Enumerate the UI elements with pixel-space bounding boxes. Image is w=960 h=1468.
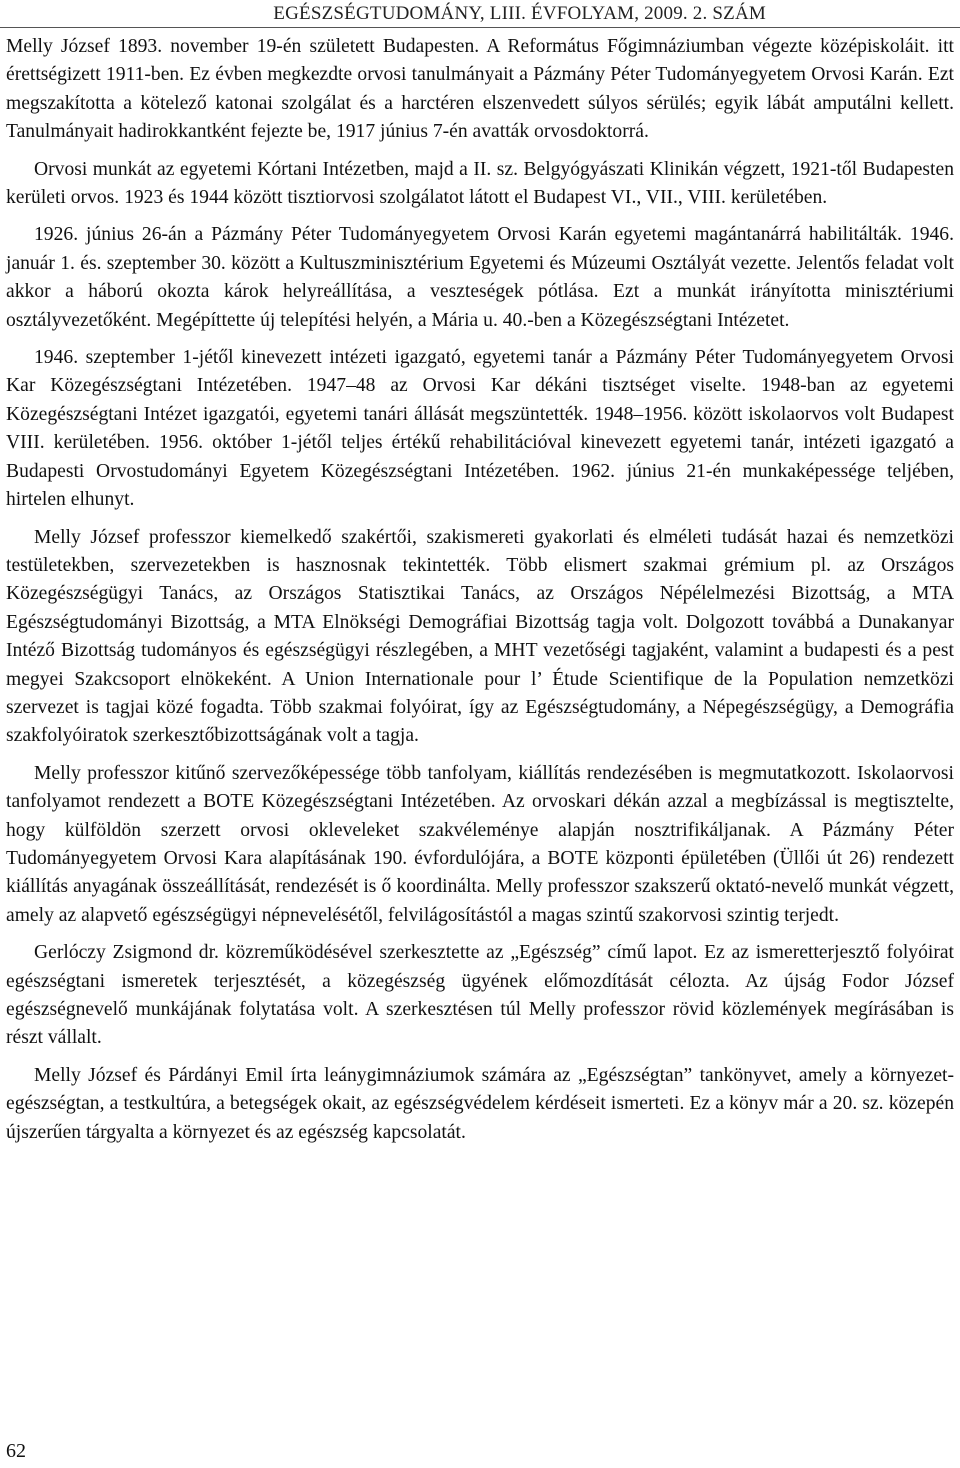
paragraph-expert-committees: Melly József professzor kiemelkedő szakértői, szakismereti gyakorlati és elméleti tudását hazai és nemzetközi testületekben, szervezetekben is hasznosnak tekintették. Több elismert szakmai grémium pl. az Országos Közegészségügyi Tanács, az Országos Statisztikai Tanács, az Országos Népélelmezési Bizottság, a MTA Egészségtudományi Bizottság, a MTA Elnökségi Demográfiai Bizottság tagja volt. Dolgozott továbbá a Dunakanyar Intéző Bizottság tudományos és egészségügyi részlegében, a MHT vezetőségi tagjaként, valamint a budapesti és a pest megyei Szakcsoport elnökeként. A Union Internationale pour l’ Étude Scientifique de la Population nemzetközi szervezet is tagjai közé fogadta. Több szakmai folyóirat, így az Egészségtudomány, a Népegészségügy, a Demográfia szakfolyóiratok szerkesztőbizottságának volt a tagja. — [6, 526, 954, 747]
paragraph-organizational-work: Melly professzor kitűnő szervezőképessége több tanfolyam, kiállítás rendezésében is megmutatkozott. Iskolaorvosi tanfolyamot rendezett a BOTE Közegészségtani Intézetében. Az orvoskari dékán azzal a megbízással is megtisztelte, hogy külföldön szerzett orvosi okleveleket szakvéleménye alapján nosztrifikáljanak. A Pázmány Péter Tudományegyetem Orvosi Kara alapításának 190. évfordulójára, a BOTE központi épületében (Üllői út 26) rendezett kiállítás anyagának összeállítását, rendezését is ő koordinálta. Melly professzor szakszerű oktató-nevelő munkát végzett, amely az alapvető egészségügyi népnevelésétől, felvilágosítástól a magas szintű szakorvosi szintig terjedt. — [6, 762, 954, 926]
article-body — [6, 33, 954, 1147]
running-header: EGÉSZSÉGTUDOMÁNY, LIII. ÉVFOLYAM, 2009. 2. SZÁM — [273, 3, 766, 24]
paragraph-habilitation: 1926. június 26-án a Pázmány Péter Tudományegyetem Orvosi Karán egyetemi magántanárrá habilitálták. 1946. január 1. és. szeptember 30. között a Kultuszminisztérium Egyetemi és Múzeumi Osztályát vezette. Jelentős feladat volt akkor a háború okozta károk helyreállítása, a veszteségek pótlása. Ezt a munkát irányította minisztériumi osztályvezetőként. Megépíttette új telepítési helyén, a Mária u. 40.-ben a Közegészségtani Intézetet. — [6, 224, 954, 331]
page-number: 62 — [6, 1440, 26, 1462]
paragraph-biography-intro: Melly József 1893. november 19-én született Budapesten. A Református Főgimnáziumban végezte középiskoláit. itt érettségizett 1911-ben. Ez évben megkezdte orvosi tanulmányait a Pázmány Péter Tudományegyetem Orvosi Karán. Ezt megszakította a kötelező katonai szolgálat és a harctéren elszenvedett súlyos sérülés; egyik lábát amputálni kellett. Tanulmányait hadirokkantként fejezte be, 1917 június 7-én avatták orvosdoktorrá. — [6, 36, 954, 143]
paragraph-textbook: Melly József és Párdányi Emil írta leánygimnáziumok számára az „Egészségtan” tankönyvet, amely a környezet-egészségtan, a testkultúra, a betegségek okait, az egészségvédelem kérdéseit ismerteti. Ez a könyv már a 20. sz. közepén újszerűen tárgyalta a környezet és az egészség kapcsolatát. — [6, 1064, 954, 1143]
paragraph-professorship: 1946. szeptember 1-jétől kinevezett intézeti igazgató, egyetemi tanár a Pázmány Péter Tudományegyetem Orvosi Kar Közegészségtani Intézetében. 1947–48 az Orvosi Kar dékáni tisztséget viselte. 1948-ban az egyetemi Közegészségtani Intézet igazgatói, egyetemi tanári állását megszüntették. 1948–1956. között iskolaorvos volt Budapest VIII. kerületében. 1956. október 1-jétől teljes értékű rehabilitációval kinevezett egyetemi tanár, intézeti igazgató a Budapesti Orvostudományi Egyetem Közegészségtani Intézetében. 1962. június 21-én munkaképessége teljében, hirtelen elhunyt. — [6, 347, 954, 511]
header-divider — [0, 27, 960, 28]
paragraph-egeszseg-journal: Gerlóczy Zsigmond dr. közreműködésével szerkesztette az „Egészség” című lapot. Ez az ismeretterjesztő folyóirat egészségtani ismeretek terjesztését, a közegészség ügyének előmozdítását célozta. Az újság Fodor József egészségnevelő munkájának folytatása volt. A szerkesztésen túl Melly professzor rövid közlemények megírásában is részt vállalt. — [6, 942, 954, 1049]
paragraph-medical-career: Orvosi munkát az egyetemi Kórtani Intézetben, majd a II. sz. Belgyógyászati Klinikán végzett, 1921-től Budapesten kerületi orvos. 1923 és 1944 között tisztiorvosi szolgálatot látott el Budapest VI., VII., VIII. kerületében. — [6, 158, 954, 209]
